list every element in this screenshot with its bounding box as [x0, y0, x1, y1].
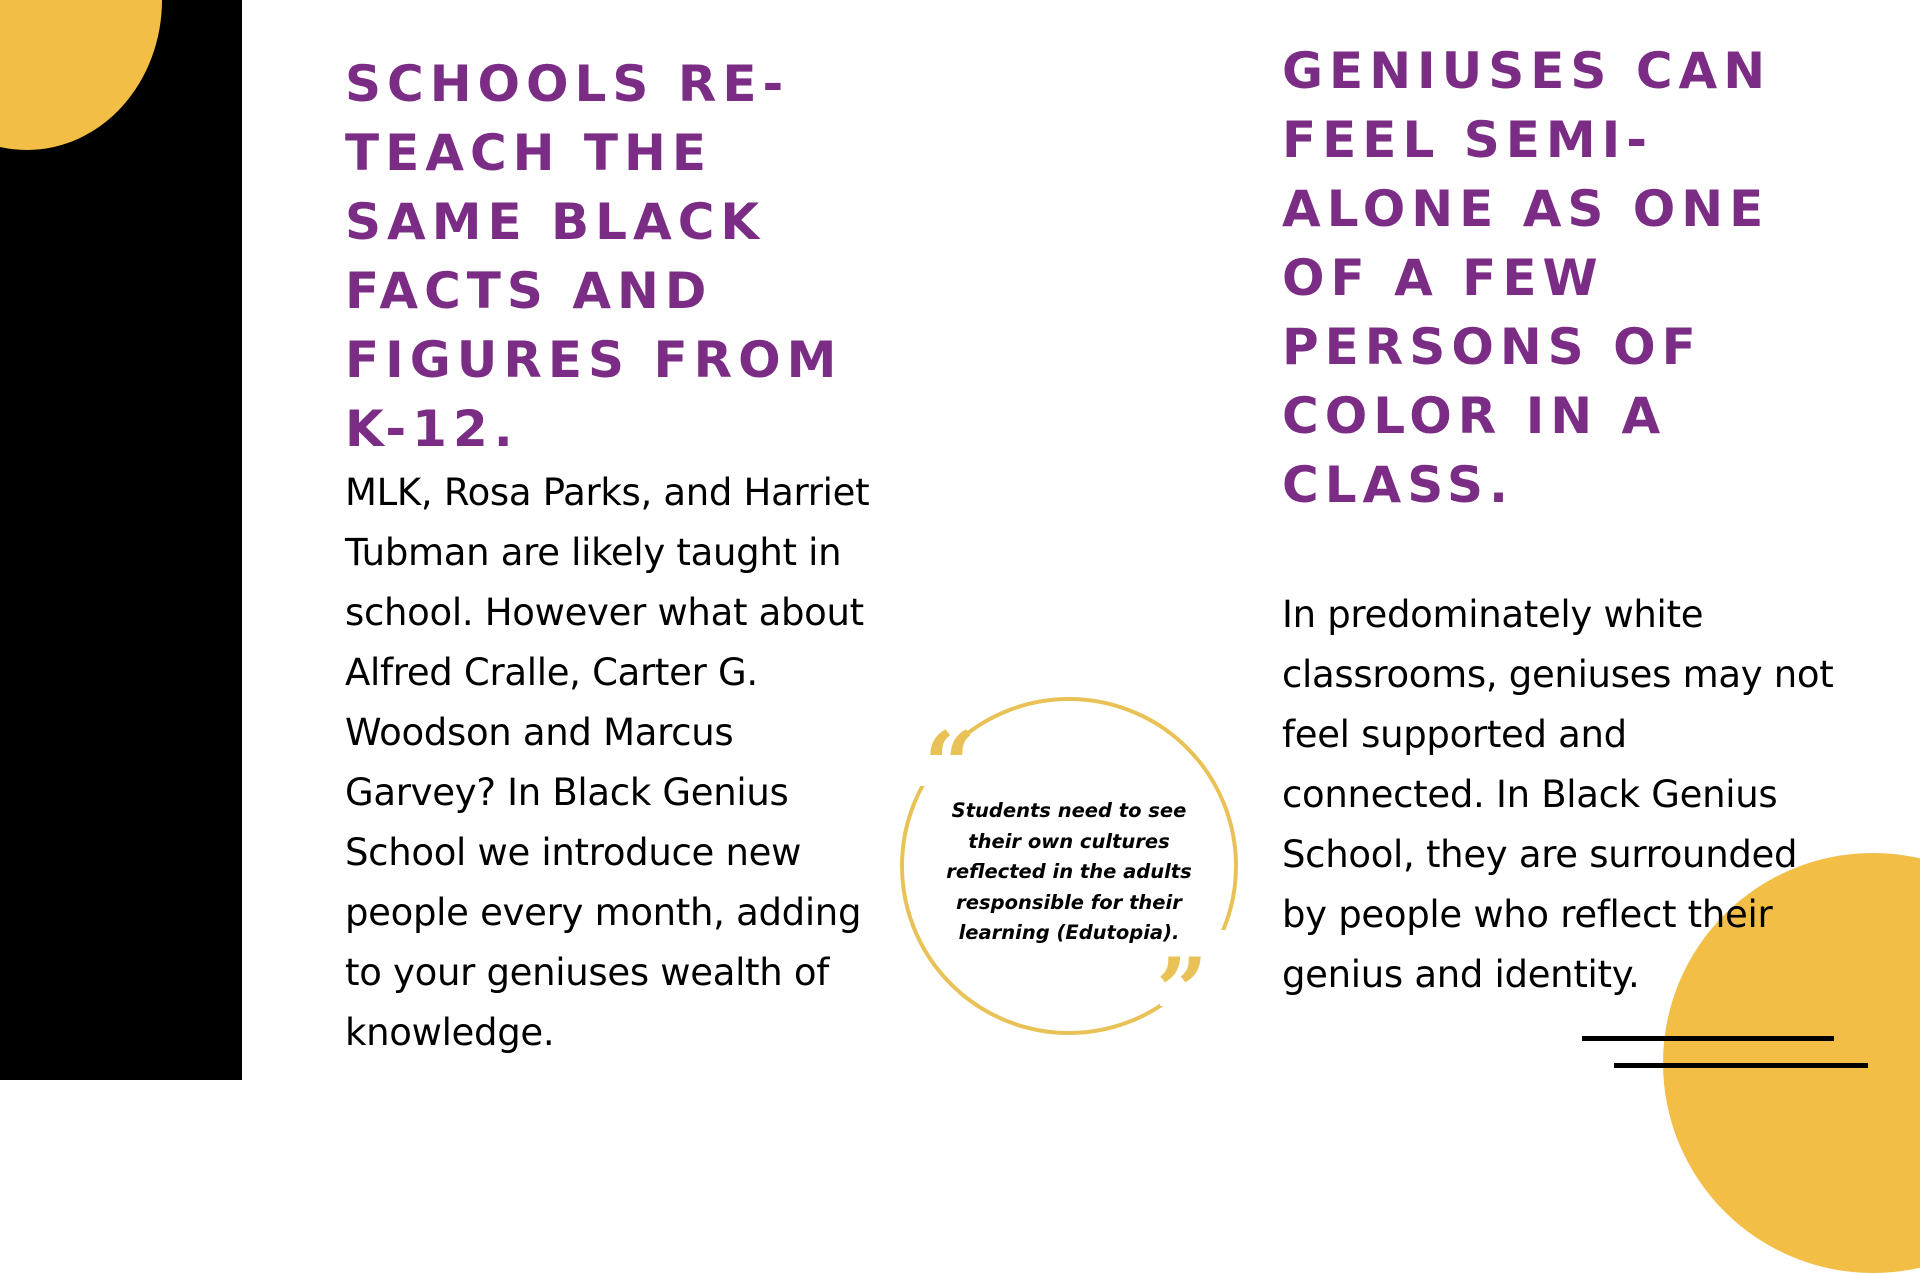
- left-body-text: MLK, Rosa Parks, and Harriet Tubman are likely taught in school. However what about Alfred Cralle, Carter G. Woodson and Marcus Garvey? In Black Genius School we introduce new people every month, adding to your geniuses wealth of knowledge.: [345, 471, 870, 1054]
- quote-text: Students need to see their own cultures reflected in the adults responsible for their learning (Edutopia).: [946, 799, 1192, 944]
- decorative-line-2: [1614, 1063, 1868, 1068]
- close-quote-icon: ”: [1156, 938, 1208, 1044]
- open-quote-icon: “: [924, 712, 976, 818]
- decorative-line-1: [1582, 1036, 1834, 1041]
- right-body-text: In predominately white classrooms, geniuses may not feel supported and connected. In Black Genius School, they are surrounded by people who reflect their genius and identity.: [1282, 593, 1834, 996]
- right-heading: GENIUSES CAN FEEL SEMI-ALONE AS ONE OF A FEW PERSONS OF COLOR IN A CLASS.: [1282, 42, 1772, 514]
- left-heading: SCHOOLS RE-TEACH THE SAME BLACK FACTS AND FIGURES FROM K-12.: [345, 55, 843, 458]
- left-black-bar: [0, 0, 242, 1080]
